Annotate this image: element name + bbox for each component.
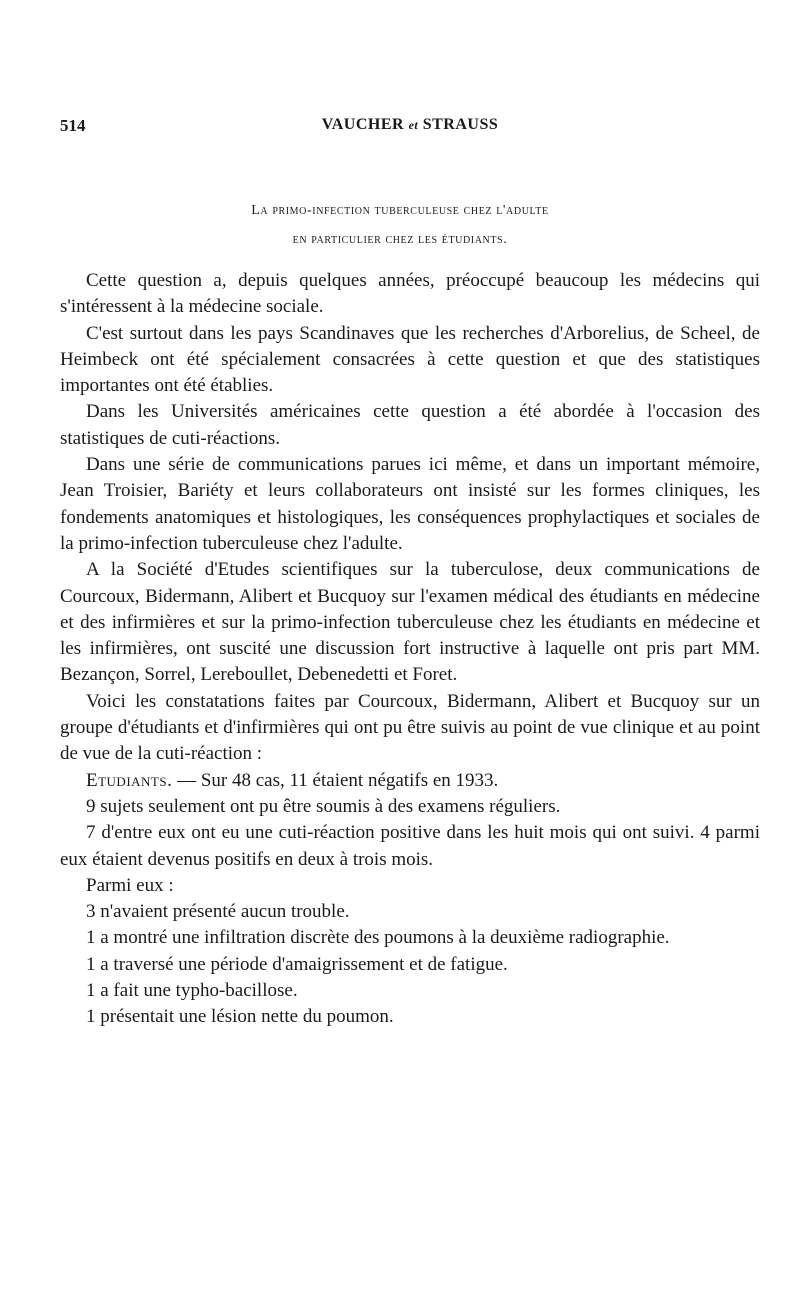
paragraph-10: 3 n'avaient présenté aucun trouble. <box>86 901 350 923</box>
paragraph-students <box>60 768 760 794</box>
paragraph-13: 1 a fait une typho-bacillose. <box>86 980 298 1002</box>
paragraph-2: C'est surtout dans les pays Scandinaves que les recherches d'Arborelius, de Scheel, de Heimbeck ont été spécialement consacrées à cette question et que des statistiques importantes ont été établies. <box>60 322 760 397</box>
author-strauss: STRAUSS <box>422 116 499 133</box>
running-title <box>60 116 760 134</box>
author-vaucher: VAUCHER <box>321 116 405 133</box>
section-title-line-2: en particulier chez les étudiants. <box>292 232 508 247</box>
section-title-line-1: La primo-infection tuberculeuse chez l'adulte <box>251 203 549 218</box>
paragraph-3: Dans les Universités américaines cette question a été abordée à l'occasion des statistiques de cuti-réactions. <box>60 401 760 449</box>
paragraph-9: Parmi eux : <box>86 874 174 896</box>
paragraph-8: 7 d'entre eux ont eu une cuti-réaction positive dans les huit mois qui ont suivi. 4 parmi eux étaient devenus positifs en deux à trois mois. <box>60 822 760 870</box>
body-text <box>60 268 760 1031</box>
paragraph-7: 9 sujets seulement ont pu être soumis à des examens réguliers. <box>86 795 561 817</box>
paragraph-1: Cette question a, depuis quelques années, préoccupé beaucoup les médecins qui s'intéressent à la médecine sociale. <box>60 270 760 318</box>
paragraph-11: 1 a montré une infiltration discrète des poumons à la deuxième radiographie. <box>86 927 670 949</box>
section-title <box>90 196 710 254</box>
running-header <box>60 116 760 140</box>
paragraph-4: Dans une série de communications parues ici même, et dans un important mémoire, Jean Troisier, Bariéty et leurs collaborateurs ont insisté sur les formes cliniques, les fondements anatomiques et histologiques, les conséquences prophylactiques et sociales de la primo-infection tuberculeuse chez l'adulte. <box>60 454 760 554</box>
paragraph-5: A la Société d'Etudes scientifiques sur la tuberculose, deux communications de Courcoux, Bidermann, Alibert et Bucquoy sur l'examen médical des étudiants en médecine et des infirmières et sur la primo-infection tuberculeuse chez les étudiants en médecine et les infirmières, ont suscité une discussion fort instructive à laquelle ont pris part MM. Bezançon, Sorrel, Lereboullet, Debenedetti et Foret. <box>60 559 760 686</box>
paragraph-12: 1 a traversé une période d'amaigrissement et de fatigue. <box>86 953 508 975</box>
author-conjunction: et <box>408 118 419 132</box>
students-text: — Sur 48 cas, 11 étaient négatifs en 1933. <box>177 769 499 791</box>
page-number: 514 <box>60 116 86 135</box>
paragraph-6: Voici les constatations faites par Courcoux, Bidermann, Alibert et Bucquoy sur un groupe d'étudiants et d'infirmières qui ont pu être suivis au point de vue clinique et au point de vue de la cuti-réaction : <box>60 690 760 765</box>
students-label: Etudiants. <box>86 769 173 791</box>
paragraph-14: 1 présentait une lésion nette du poumon. <box>86 1006 394 1028</box>
